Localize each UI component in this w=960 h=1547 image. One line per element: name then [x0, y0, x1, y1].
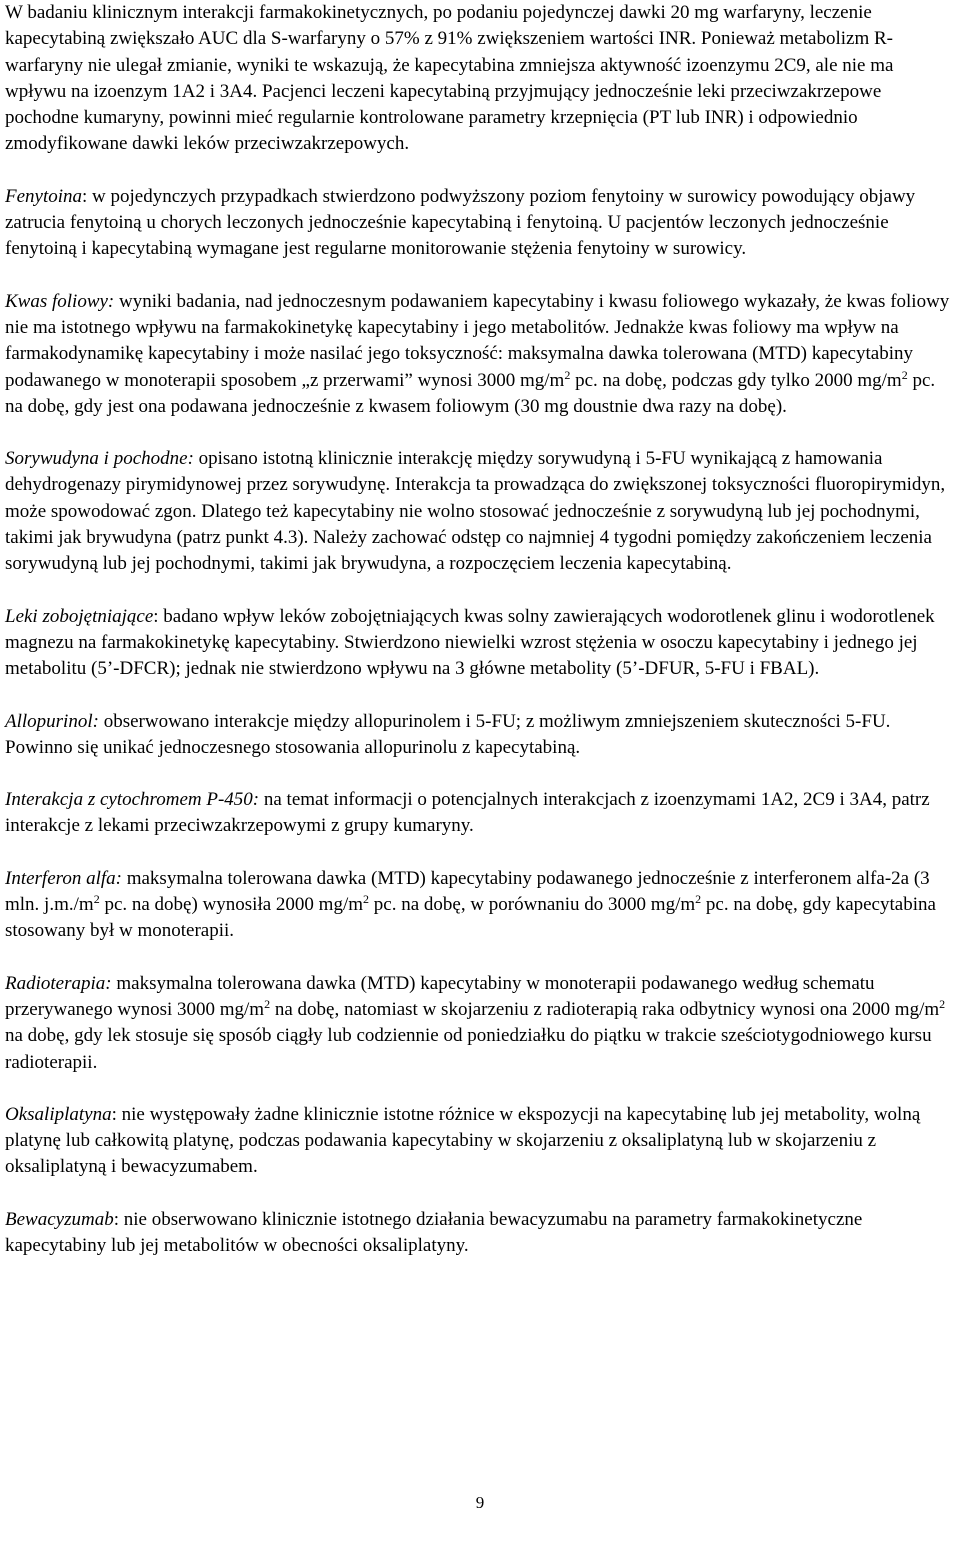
page-number: 9: [475, 1493, 485, 1512]
paragraph-oxaliplatin: [5, 1102, 955, 1181]
folic-acid-text-2: pc. na dobę, podczas gdy tylko 2000 mg/m: [570, 369, 902, 391]
interferon-text-3: pc. na dobę, w porównaniu do 3000 mg/m: [369, 894, 696, 916]
paragraph-phenytoin: [5, 184, 955, 263]
interferon-sup-1: 2: [93, 892, 100, 907]
radiotherapy-sup-1: 2: [264, 996, 271, 1011]
paragraph-warfarin: [5, 0, 955, 158]
interferon-text-2: pc. na dobę) wynosiła 2000 mg/m: [99, 894, 364, 916]
sorivudine-label: Sorywudyna i pochodne:: [5, 448, 194, 470]
radiotherapy-text-1: maksymalna tolerowana dawka (MTD) kapecytabiny w monoterapii podawanego według schematu przerywanego wynosi 3000 mg/m: [5, 972, 875, 1020]
document-body: [5, 0, 955, 1259]
interferon-sup-3: 2: [695, 892, 702, 907]
allopurinol-text: obserwowano interakcje między allopurinolem i 5-FU; z możliwym zmniejszeniem skuteczności 5-FU. Powinno się unikać jednoczesnego stosowania allopurinolu z kapecytabiną.: [5, 710, 891, 758]
folic-acid-text-1: wyniki badania, nad jednoczesnym podawaniem kapecytabiny i kwasu foliowego wykazały, że kwas foliowy nie ma istotnego wpływu na farmakokinetykę kapecytabiny i jego metabolitów. Jednakże kwas foliowy ma wpływ na farmakodynamikę kapecytabiny i może nasilać jego toksyczność: maksymalna dawka tolerowana (MTD) kapecytabiny podawanego w monoterapii sposobem „z przerwami” wynosi 3000 mg/m: [5, 290, 950, 391]
allopurinol-label: Allopurinol:: [5, 710, 99, 732]
antacids-text: : badano wpływ leków zobojętniających kwas solny zawierających wodorotlenek glinu i wodorotlenek magnezu na farmakokinetykę kapecytabiny. Stwierdzono niewielki wzrost stężenia w osoczu kapecytabiny i jednego jej metabolitu (5’-DFCR); jednak nie stwierdzono wpływu na 3 główne metabolity (5’-DFUR, 5-FU i FBAL).: [5, 605, 935, 680]
radiotherapy-text-3: na dobę, gdy lek stosuje się sposób ciągły lub codziennie od poniedziałku do piątku w trakcie sześciotygodniowego kursu radioterapii.: [5, 1025, 932, 1073]
oxaliplatin-label: Oksaliplatyna: [5, 1103, 112, 1125]
cyp450-text: na temat informacji o potencjalnych interakcjach z izoenzymami 1A2, 2C9 i 3A4, patrz interakcje z lekami przeciwzakrzepowymi z grupy kumaryny.: [5, 789, 930, 837]
cyp450-label: Interakcja z cytochromem P-450:: [5, 789, 260, 811]
paragraph-allopurinol: [5, 709, 955, 762]
paragraph-radiotherapy: [5, 971, 955, 1076]
paragraph-bevacizumab: [5, 1207, 955, 1260]
interferon-label: Interferon alfa:: [5, 867, 122, 889]
bevacizumab-text: : nie obserwowano klinicznie istotnego działania bewacyzumabu na parametry farmakokinetyczne kapecytabiny lub jej metabolitów w obecności oksaliplatyny.: [5, 1208, 863, 1256]
antacids-label: Leki zobojętniające: [5, 605, 154, 627]
folic-acid-sup-2: 2: [901, 367, 908, 382]
warfarin-text: W badaniu klinicznym interakcji farmakokinetycznych, po podaniu pojedynczej dawki 20 mg warfaryny, leczenie kapecytabiną zwiększało AUC dla S-warfaryny o 57% z 91% zwiększeniem wartości INR. Ponieważ metabolizm R-warfaryny nie ulegał zmianie, wyniki te wskazują, że kapecytabina zmniejsza aktywność izoenzymu 2C9, ale nie ma wpływu na izoenzym 1A2 i 3A4. Pacjenci leczeni kapecytabiną przyjmujący jednocześnie leki przeciwzakrzepowe pochodne kumaryny, powinni mieć regularnie kontrolowane parametry krzepnięcia (PT lub INR) i odpowiednio zmodyfikowane dawki leków przeciwzakrzepowych.: [5, 2, 894, 155]
interferon-text-1: maksymalna tolerowana dawka (MTD) kapecytabiny podawanego jednocześnie z interferonem alfa-2a (3 mln. j.m./m: [5, 867, 930, 916]
folic-acid-text-3: pc. na dobę, gdy jest ona podawana jednocześnie z kwasem foliowym (30 mg doustnie dwa razy na dobę).: [5, 369, 936, 417]
radiotherapy-label: Radioterapia:: [5, 972, 112, 994]
bevacizumab-label: Bewacyzumab: [5, 1208, 114, 1230]
sorivudine-text: opisano istotną klinicznie interakcję między sorywudyną i 5-FU wynikającą z hamowania dehydrogenazy pirymidynowej przez sorywudynę. Interakcja ta prowadząca do zwiększonej toksyczności fluoropirymidyn, może spowodować zgon. Dlatego też kapecytabiny nie wolno stosować jednocześnie z sorywudyną lub jej pochodnymi, takimi jak brywudyna (patrz punkt 4.3). Należy zachować odstęp co najmniej 4 tygodni pomiędzy zakończeniem leczenia sorywudyną lub jej pochodnymi, takimi jak brywudyna, a rozpoczęciem leczenia kapecytabiną.: [5, 448, 946, 575]
phenytoin-text: : w pojedynczych przypadkach stwierdzono podwyższony poziom fenytoiny w surowicy powodujący objawy zatrucia fenytoiną u chorych leczonych jednocześnie kapecytabiną i fenytoiną. U pacjentów leczonych jednocześnie fenytoiną i kapecytabiną wymagane jest regularne monitorowanie stężenia fenytoiny w surowicy.: [5, 185, 916, 260]
paragraph-antacids: [5, 604, 955, 683]
radiotherapy-sup-2: 2: [939, 996, 946, 1011]
paragraph-cyp450: [5, 787, 955, 840]
interferon-text-4: pc. na dobę, gdy kapecytabina stosowany był w monoterapii.: [5, 894, 936, 942]
paragraph-folic-acid: [5, 289, 955, 420]
phenytoin-label: Fenytoina: [5, 185, 83, 207]
oxaliplatin-text: : nie występowały żadne klinicznie istotne różnice w ekspozycji na kapecytabinę lub jej metabolity, wolną platynę lub całkowitą platynę, podczas podawania kapecytabiny w skojarzeniu z oksaliplatyną lub w skojarzeniu z oksaliplatyną i bewacyzumabem.: [5, 1103, 921, 1178]
folic-acid-label: Kwas foliowy:: [5, 290, 115, 312]
folic-acid-sup-1: 2: [564, 367, 571, 382]
radiotherapy-text-2: na dobę, natomiast w skojarzeniu z radioterapią raka odbytnicy wynosi ona 2000 mg/m: [270, 998, 940, 1020]
paragraph-interferon: [5, 866, 955, 945]
interferon-sup-2: 2: [363, 892, 370, 907]
paragraph-sorivudine: [5, 446, 955, 577]
